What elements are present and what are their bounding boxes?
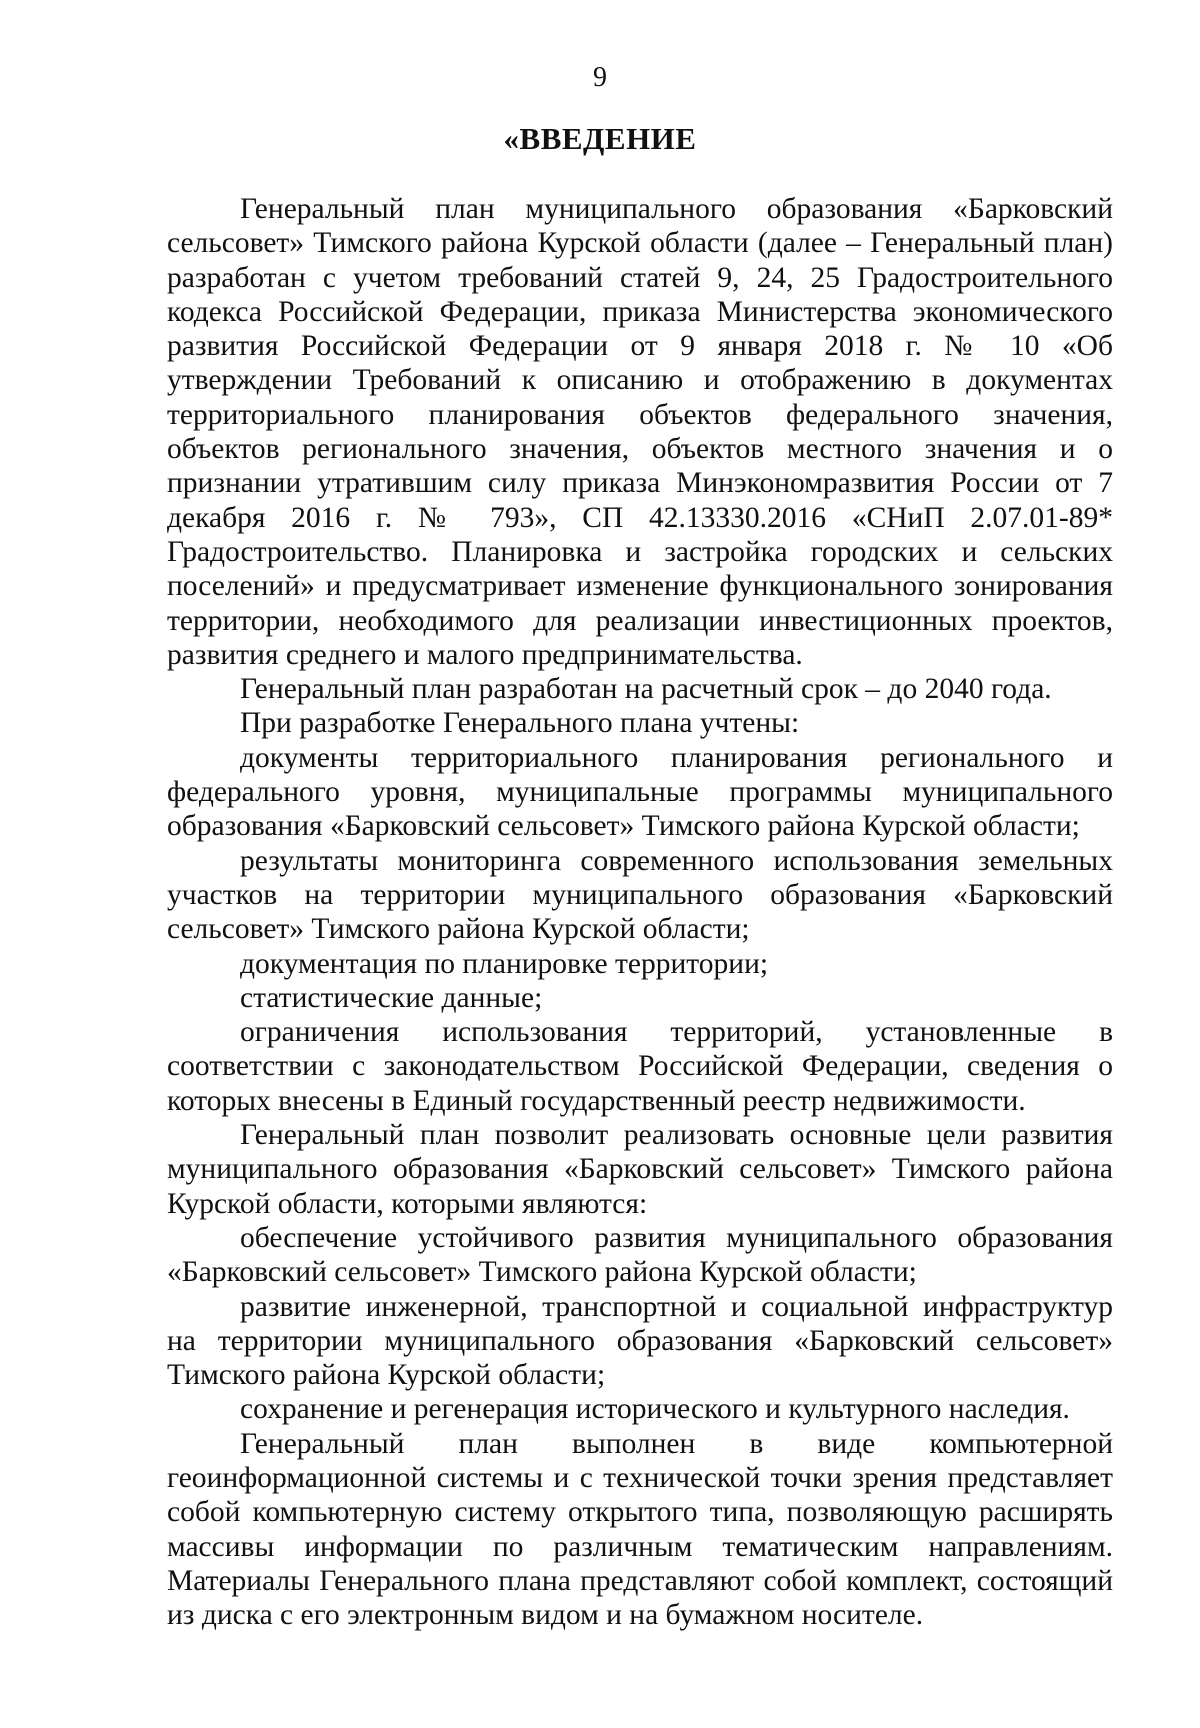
section-heading: «ВВЕДЕНИЕ bbox=[503, 121, 697, 156]
list-item: результаты мониторинга современного использования земельных участков на территории муниципального образования «Барковский сельсовет» Тимского района Курской области; bbox=[167, 844, 1113, 946]
paragraph-gis: Генеральный план выполнен в виде компьютерной геоинформационной системы и с технической точки зрения представляет собой компьютерную систему открытого типа, позволяющую расширять массивы информации по различным тематическим направлениям. Материалы Генерального плана представляют собой комплект, состоящий из диска с его электронным видом и на бумажном носителе. bbox=[167, 1427, 1113, 1632]
list-item: ограничения использования территорий, установленные в соответствии с законодательством Российской Федерации, сведения о которых внесены в Единый государственный реестр недвижимости. bbox=[167, 1016, 1113, 1117]
list-item: обеспечение устойчивого развития муниципального образования «Барковский сельсовет» Тимского района Курской области; bbox=[167, 1221, 1113, 1289]
body-text bbox=[167, 192, 1113, 1632]
list-item: документация по планировке территории; bbox=[240, 947, 769, 980]
list-item: документы территориального планирования регионального и федерального уровня, муниципальные программы муниципального образования «Барковский сельсовет» Тимского района Курской области; bbox=[167, 741, 1113, 843]
list-item: развитие инженерной, транспортной и социальной инфраструктур на территории муниципального образования «Барковский сельсовет» Тимского района Курской области; bbox=[167, 1290, 1113, 1392]
paragraph-intro: Генеральный план муниципального образования «Барковский сельсовет» Тимского района Курской области (далее – Генеральный план) разработан с учетом требований статей 9, 24, 25 Градостроительного кодекса Российской Федерации, приказа Министерства экономического развития Российской Федерации от 9 января 2018 г. № 10 «Об утверждении Требований к описанию и отображению в документах территориального планирования объектов федерального значения, объектов регионального значения, объектов местного значения и о признании утратившим силу приказа Минэкономразвития России от 7 декабря 2016 г. № 793», СП 42.13330.2016 «СНиП 2.07.01-89* Градостроительство. Планировка и застройка городских и сельских поселений» и предусматривает изменение функционального зонирования территории, необходимого для реализации инвестиционных проектов, развития среднего и малого предпринимательства. bbox=[167, 193, 1113, 671]
page-number: 9 bbox=[593, 62, 607, 93]
paragraph-considered: При разработке Генерального плана учтены: bbox=[240, 707, 800, 740]
paragraph-goals: Генеральный план позволит реализовать основные цели развития муниципального образования «Барковский сельсовет» Тимского района Курской области, которыми являются: bbox=[167, 1119, 1113, 1220]
list-item: статистические данные; bbox=[240, 981, 543, 1014]
paragraph-term: Генеральный план разработан на расчетный срок – до 2040 года. bbox=[240, 673, 1052, 706]
list-item: сохранение и регенерация исторического и культурного наследия. bbox=[240, 1393, 1070, 1426]
